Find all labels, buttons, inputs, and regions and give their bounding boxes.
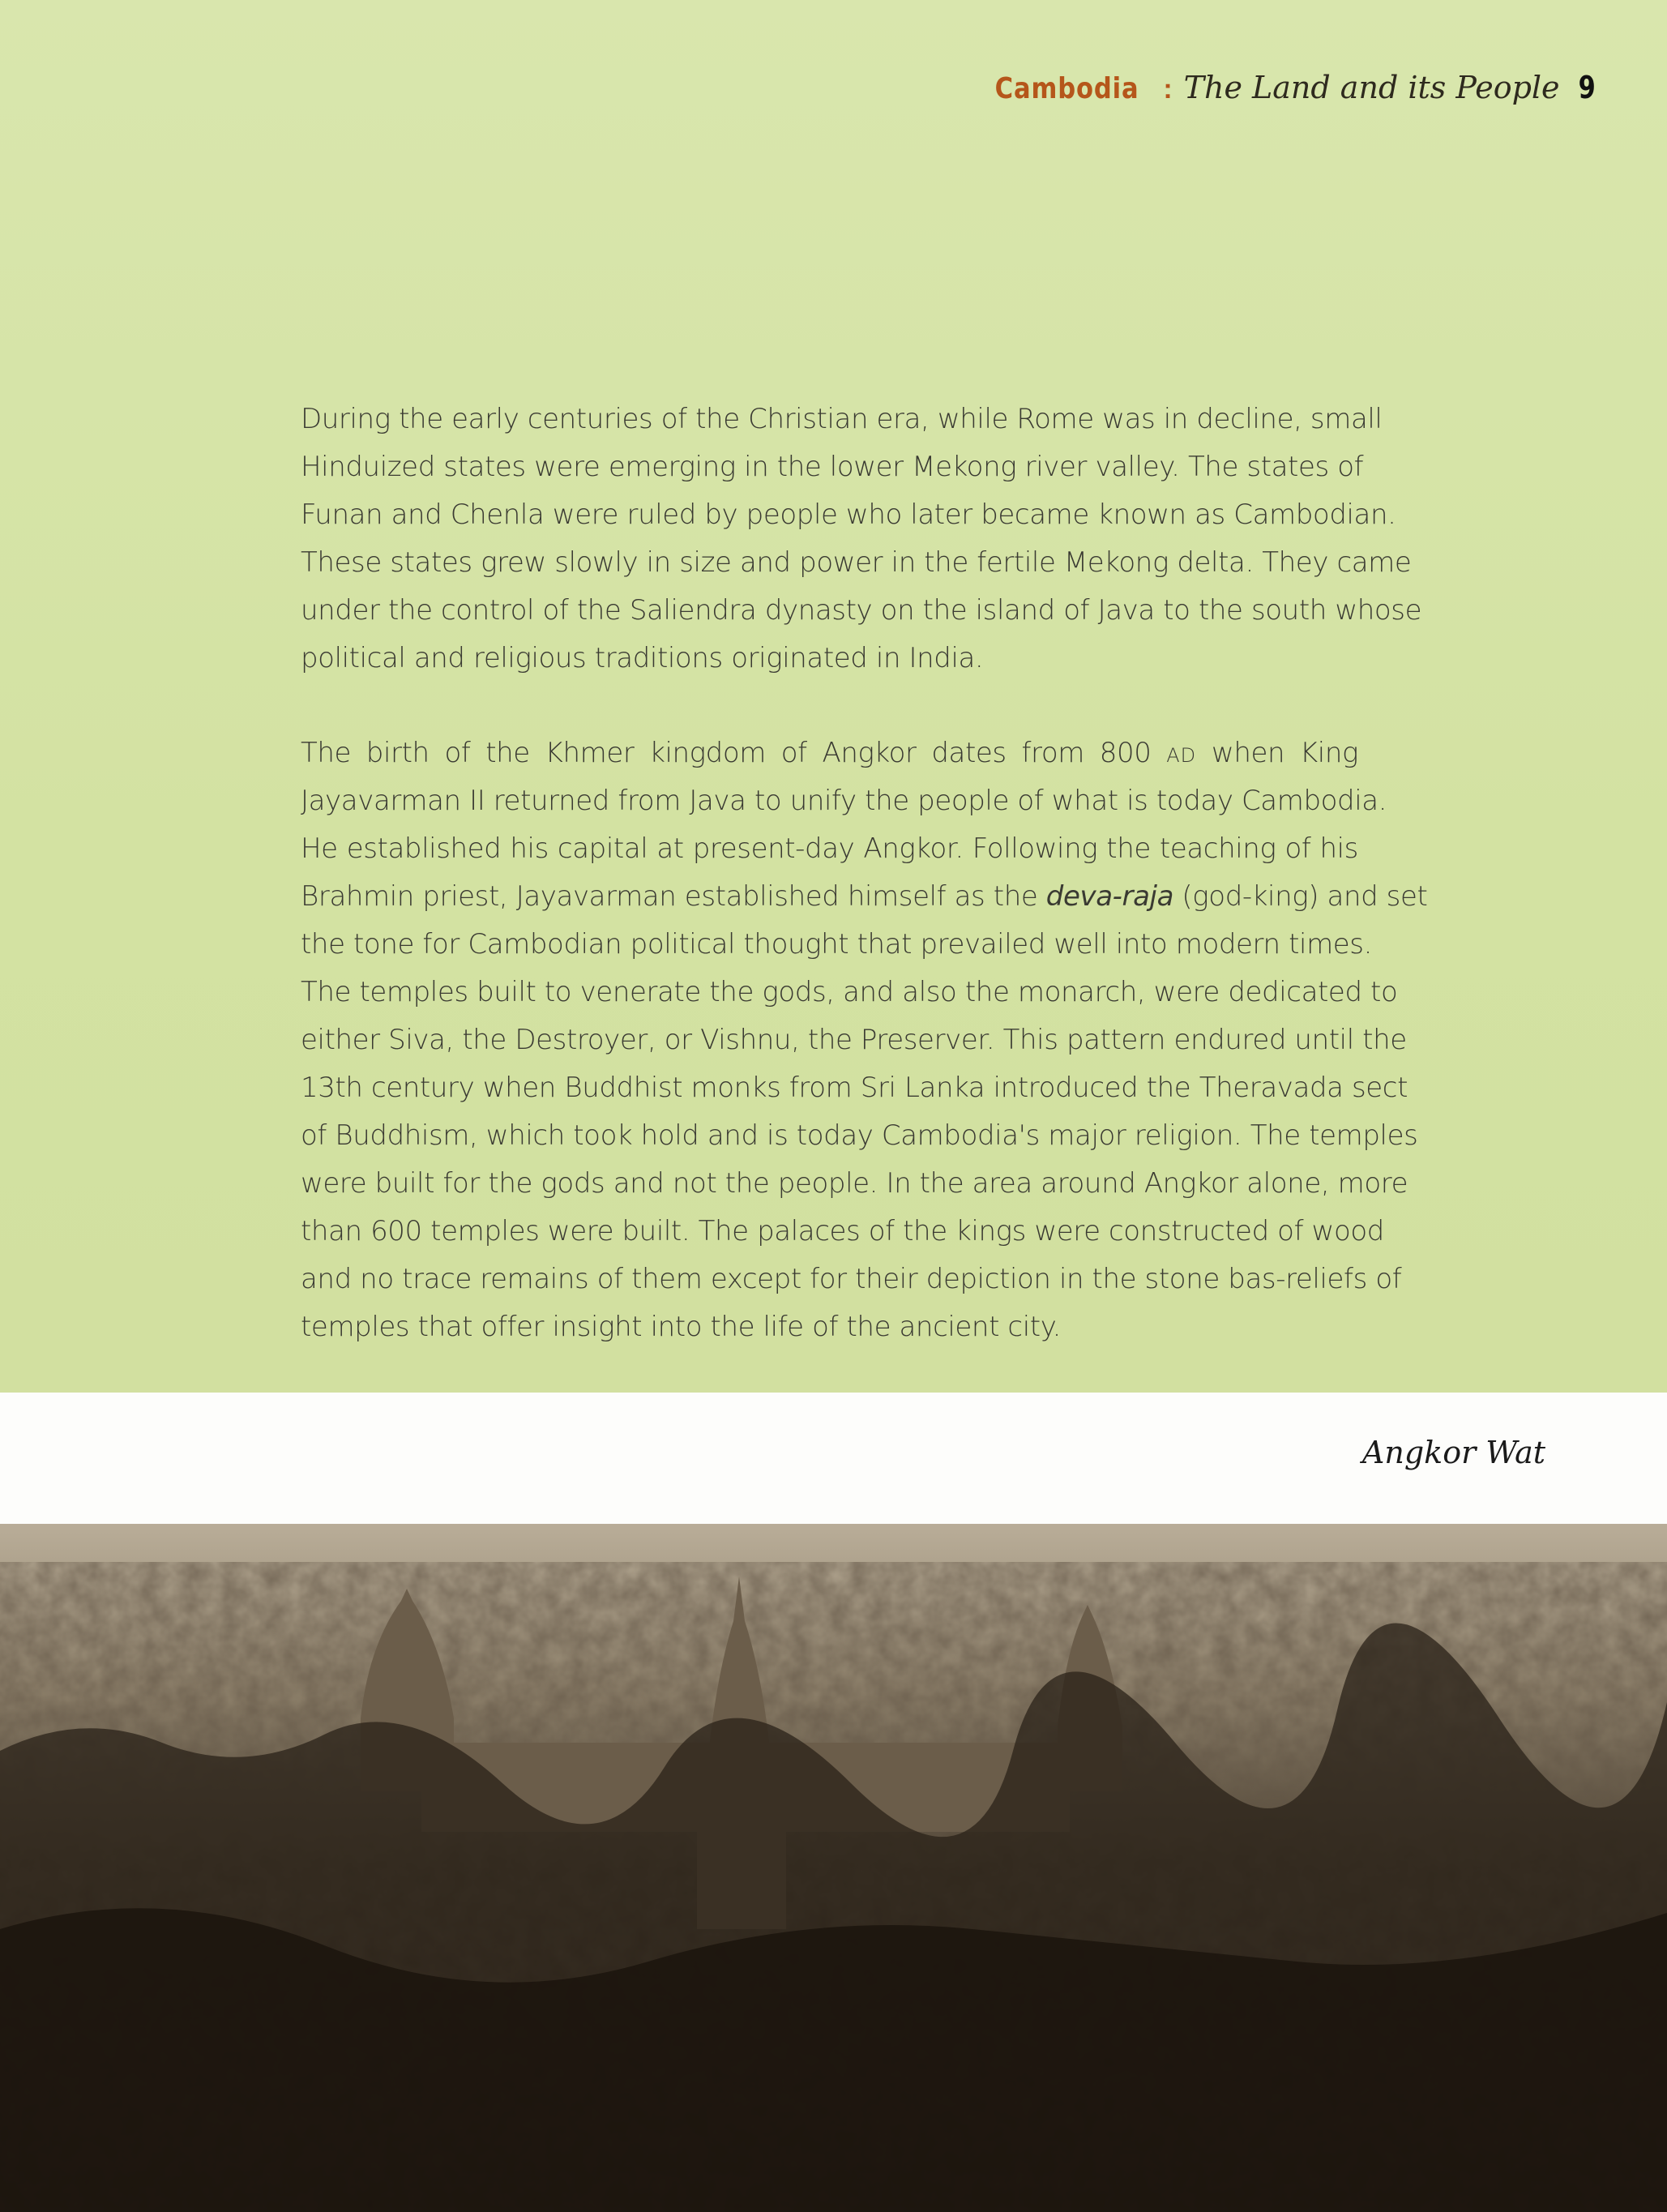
text-line — [301, 777, 1387, 825]
text-line — [301, 825, 1358, 873]
text-segment: Brahmin priest, Jayavarman established himself as the — [301, 880, 1046, 913]
text-segment: the tone for Cambodian political thought that prevailed well into modern times. — [301, 928, 1373, 961]
text-segment: The birth of the Khmer kingdom of Angkor dates from 800 — [301, 737, 1167, 769]
text-line — [301, 635, 1358, 682]
text-line — [301, 1112, 1418, 1160]
text-segment: political and religious traditions originated in India. — [301, 642, 984, 674]
text-line — [301, 587, 1422, 635]
text-line — [301, 1016, 1407, 1064]
text-segment: and no trace remains of them except for their depiction in the stone bas-reliefs of — [301, 1263, 1402, 1295]
paragraph — [301, 729, 1428, 1351]
header-separator: : — [1163, 74, 1173, 105]
text-segment: AD — [1166, 744, 1197, 767]
text-segment: During the early centuries of the Christian era, while Rome was in decline, small — [301, 403, 1383, 435]
text-line — [301, 1256, 1402, 1303]
header-country: Cambodia — [994, 72, 1139, 105]
header-subtitle: The Land and its People — [1183, 70, 1560, 105]
angkor-wat-photo — [0, 1524, 1667, 2212]
text-segment: under the control of the Saliendra dynasty on the island of Java to the south whose — [301, 594, 1422, 627]
text-line — [301, 1160, 1408, 1208]
text-line — [301, 921, 1373, 969]
text-segment: The temples built to venerate the gods, and also the monarch, were dedicated to — [301, 976, 1398, 1008]
text-segment: He established his capital at present-day Angkor. Following the teaching of his — [301, 832, 1358, 865]
text-segment: Hinduized states were emerging in the lower Mekong river valley. The states of — [301, 451, 1364, 483]
text-line — [301, 1064, 1408, 1112]
text-line — [301, 1303, 1358, 1351]
text-line — [301, 1208, 1384, 1256]
text-segment: when King — [1196, 737, 1358, 769]
text-segment: (god-king) and set — [1173, 880, 1428, 913]
text-line — [301, 443, 1364, 491]
text-line — [301, 396, 1383, 443]
text-segment: than 600 temples were built. The palaces of the kings were constructed of wood — [301, 1215, 1384, 1247]
paragraph — [301, 396, 1422, 682]
text-segment: Jayavarman II returned from Java to unify the people of what is today Cambodia. — [301, 785, 1387, 817]
text-segment: were built for the gods and not the people. In the area around Angkor alone, more — [301, 1167, 1408, 1200]
text-segment: of Buddhism, which took hold and is today Cambodia's major religion. The temples — [301, 1119, 1418, 1152]
photo-caption: Angkor Wat — [1361, 1435, 1545, 1470]
text-line — [301, 969, 1398, 1016]
text-segment: either Siva, the Destroyer, or Vishnu, the Preserver. This pattern endured until the — [301, 1024, 1407, 1056]
page-number: 9 — [1578, 70, 1596, 105]
text-segment: 13th century when Buddhist monks from Sri Lanka introduced the Theravada sect — [301, 1072, 1408, 1104]
text-segment: Funan and Chenla were ruled by people who later became known as Cambodian. — [301, 498, 1396, 531]
text-segment: deva-raja — [1045, 880, 1174, 913]
body-text — [301, 396, 1428, 1398]
text-line — [301, 729, 1358, 777]
running-header — [982, 70, 1597, 105]
text-line — [301, 491, 1396, 539]
text-segment: These states grew slowly in size and power in the fertile Mekong delta. They came — [301, 546, 1412, 579]
text-line — [301, 873, 1428, 921]
text-segment: temples that offer insight into the life of the ancient city. — [301, 1311, 1061, 1343]
text-line — [301, 539, 1412, 587]
